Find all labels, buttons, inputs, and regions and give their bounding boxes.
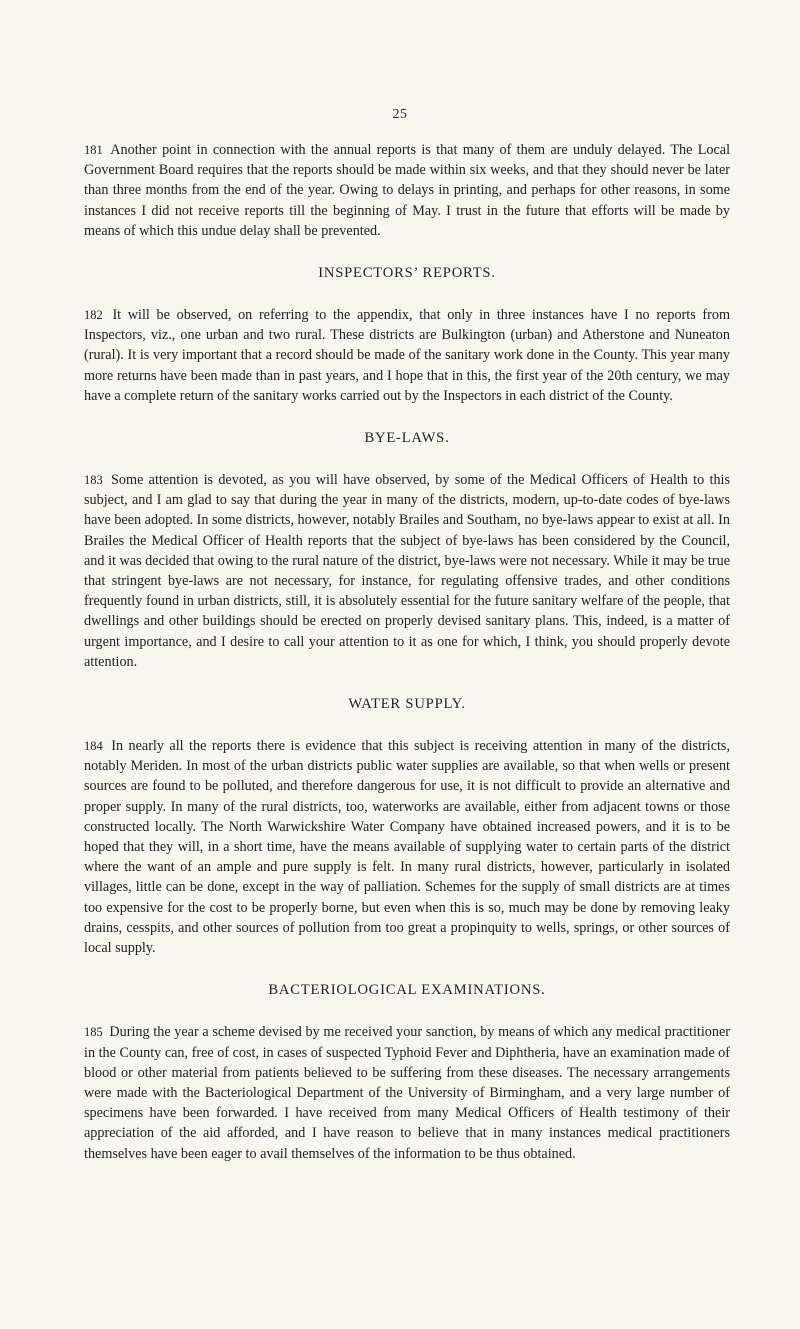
- paragraph-185: [84, 1022, 730, 1163]
- paragraph-number: 181: [84, 143, 103, 157]
- paragraph-number: 182: [84, 308, 103, 323]
- paragraph-183: [84, 470, 730, 672]
- paragraph-text: It will be observed, on referring to the appendix, that only in three instances have I no reports from Inspectors, viz., one urban and two rural. These districts are Bulkington (urban) and Atherstone and Nuneaton (rural). It is very important that a record should be made of the sanitary work done in the County. This year many more returns have been made than in past years, and I hope that in this, the first year of the 20th century, we may have a complete return of the sanitary works carried out by the Inspectors in each district of the County.: [84, 307, 730, 404]
- paragraph-text: Some attention is devoted, as you will have observed, by some of the Medical Officers of Health to this subject, and I am glad to say that during the year in many of the districts, modern, up-to-date codes of bye-laws have been adopted. In some districts, however, notably Brailes and Southam, no bye-laws appear to exist at all. In Brailes the Medical Officer of Health reports that the subject of bye-laws has been considered by the Council, and it was decided that owing to the rural nature of the district, bye-laws were not necessary. While it may be true that stringent bye-laws are not necessary, for instance, for regulating offensive trades, and other conditions frequently found in urban districts, still, it is absolutely essential for the future sanitary welfare of the people, that dwellings and other buildings should be erected on properly devised sanitary plans. This, indeed, is a matter of urgent importance, and I desire to call your attention to it as one for which, I think, you should properly devote attention.: [84, 472, 730, 670]
- paragraph-184: [84, 736, 730, 958]
- heading-bacteriological-examinations: BACTERIOLOGICAL EXAMINATIONS.: [268, 982, 546, 999]
- paragraph-text: In nearly all the reports there is evidence that this subject is receiving attention in many of the districts, notably Meriden. In most of the urban districts public water supplies are available, so that when wells or present sources are found to be polluted, and therefore dangerous for use, it is not difficult to provide an alternative and proper supply. In many of the rural districts, too, waterworks are available, either from adjacent towns or those constructed locally. The North Warwickshire Water Company have obtained increased powers, and it is to be hoped that they will, in a short time, have the means available of supplying water to certain parts of the district where the want of an ample and pure supply is felt. In many rural districts, however, particularly in isolated villages, little can be done, except in the way of palliation. Schemes for the supply of small districts are at times too expensive for the cost to be properly borne, but even when this is so, much may be done by removing leaky drains, cesspits, and other sources of pollution from too great a propinquity to wells, springs, or other sources of local supply.: [84, 738, 730, 957]
- heading-inspectors-reports: INSPECTORS’ REPORTS.: [318, 265, 496, 282]
- paragraph-181: [84, 140, 730, 241]
- paragraph-text: Another point in connection with the annual reports is that many of them are unduly delayed. The Local Government Board requires that the reports should be made within six weeks, and that they should never be later than three months from the end of the year. Owing to delays in printing, and perhaps for other reasons, in some instances I did not receive reports till the beginning of May. I trust in the future that efforts will be made by means of which this undue delay shall be prevented.: [84, 142, 731, 239]
- document-body: [84, 140, 730, 1164]
- paragraph-number: 183: [84, 473, 103, 488]
- paragraph-number: 184: [84, 739, 103, 754]
- paragraph-text: During the year a scheme devised by me received your sanction, by means of which any medical practitioner in the County can, free of cost, in cases of suspected Typhoid Fever and Diphtheria, have an examination made of blood or other material from patients believed to be suffering from these diseases. The necessary arrangements were made with the Bacteriological Department of the University of Birmingham, and a very large number of specimens have been forwarded. I have received from many Medical Officers of Health testimony of their appreciation of the aid afforded, and I have reason to believe that in many instances medical practitioners themselves have been eager to avail themselves of the information to be thus obtained.: [84, 1024, 730, 1162]
- page-number: 25: [392, 107, 408, 122]
- paragraph-182: [84, 305, 730, 406]
- paragraph-number: 185: [84, 1025, 103, 1040]
- heading-water-supply: WATER SUPPLY.: [348, 696, 466, 713]
- heading-bye-laws: BYE-LAWS.: [364, 430, 450, 447]
